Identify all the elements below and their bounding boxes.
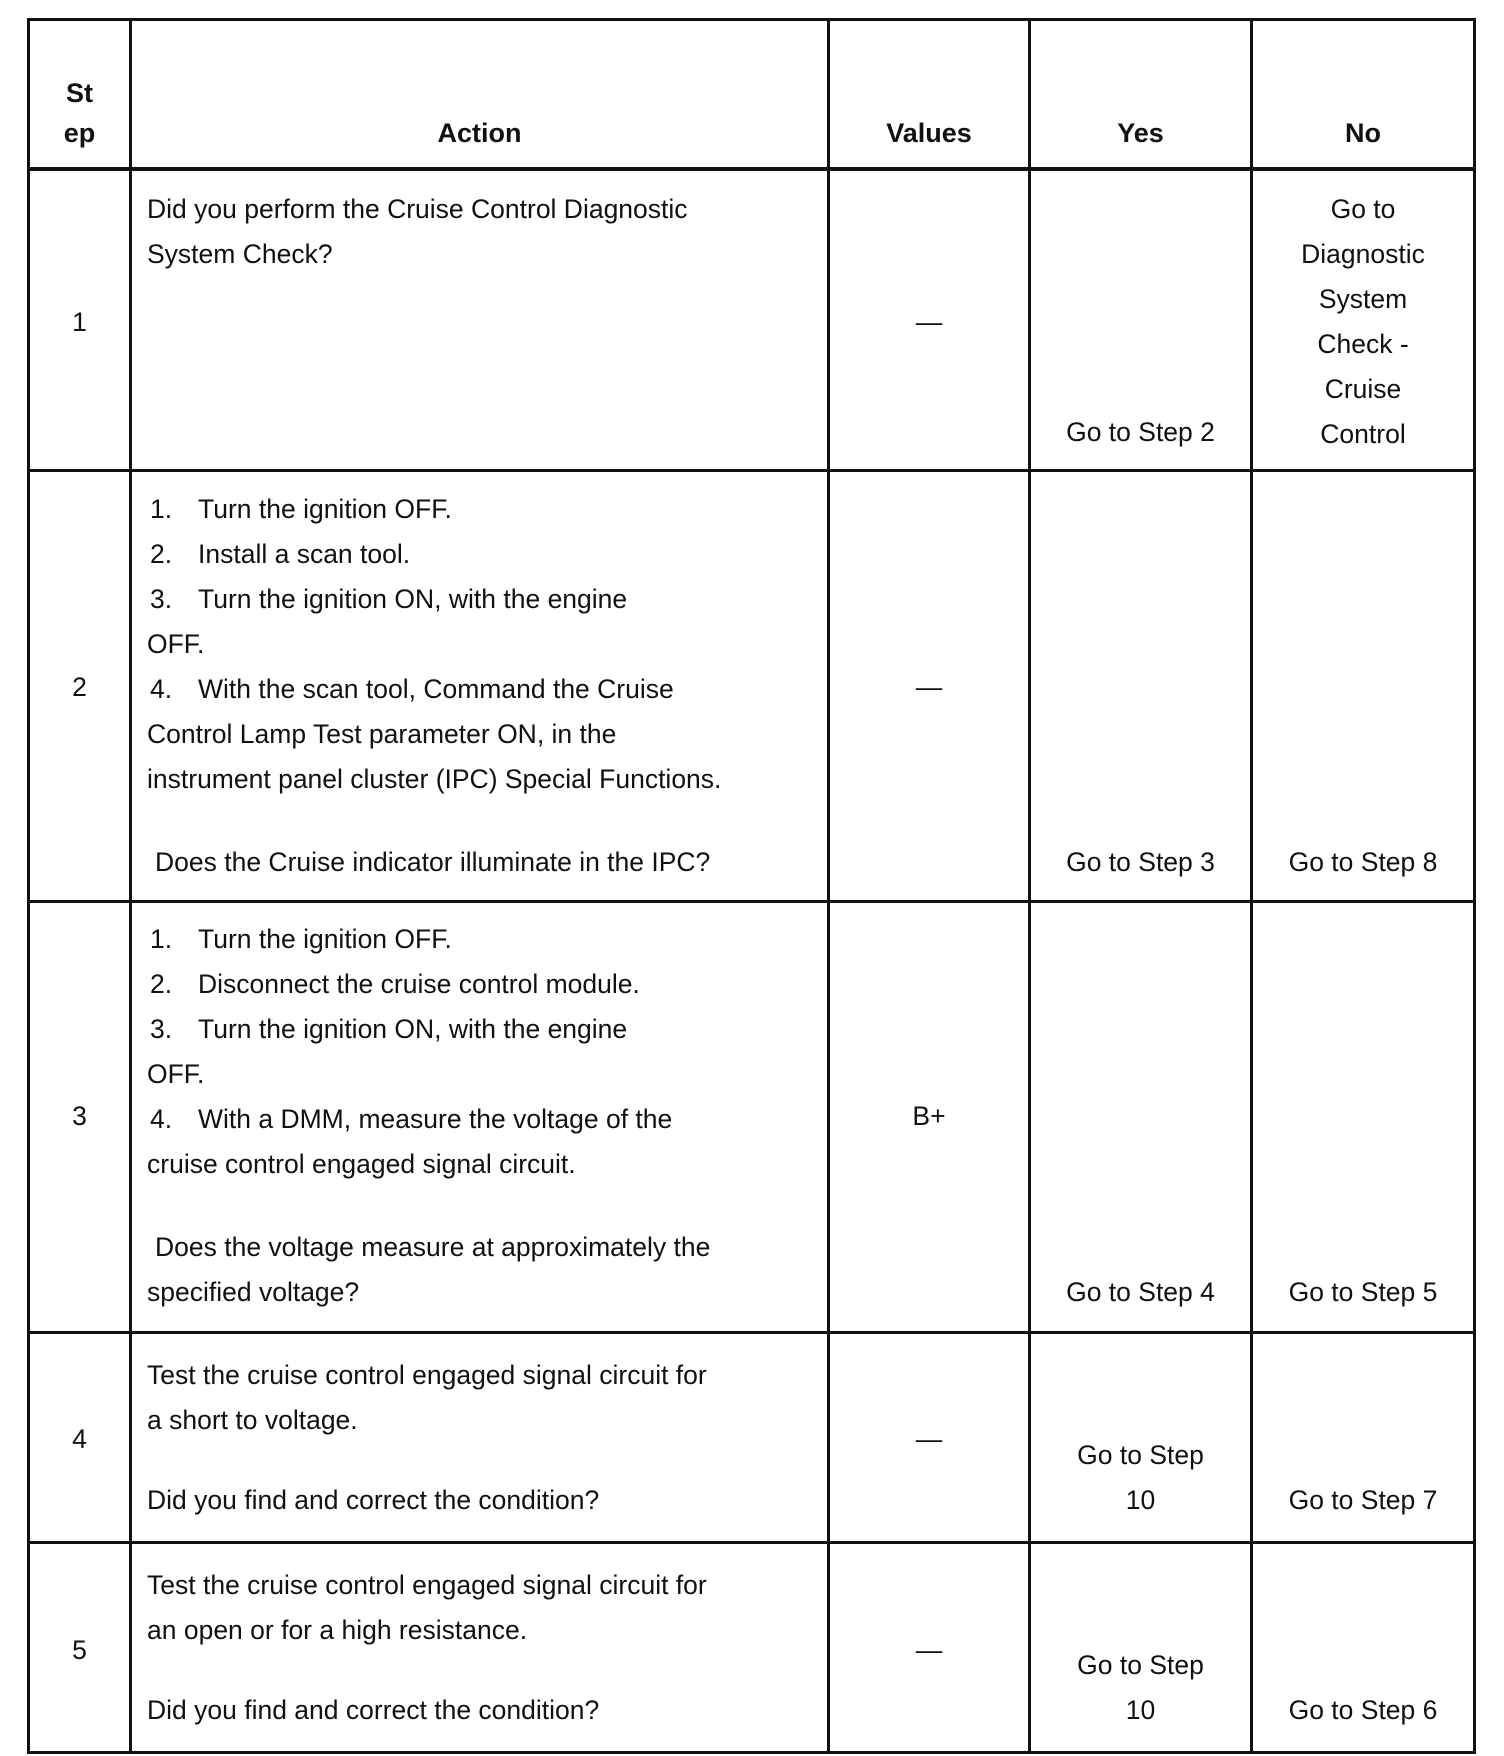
row-divider (27, 469, 1476, 472)
step-number: 3 (72, 1101, 87, 1131)
value-cell: B+ (912, 1101, 946, 1131)
table-border-right (1473, 18, 1476, 1754)
action-text: Test the cruise control engaged signal circuit for a short to voltage. (147, 1360, 707, 1435)
header-no: No (1345, 118, 1381, 148)
action-text: Did you perform the Cruise Control Diagnostic System Check? (147, 194, 688, 269)
row-divider (27, 900, 1476, 903)
yes-link[interactable]: Go to Step 10 (1077, 1650, 1204, 1725)
row-divider (27, 1541, 1476, 1544)
header-yes: Yes (1117, 118, 1164, 148)
no-link[interactable]: Go to Step 6 (1288, 1695, 1438, 1725)
yes-link[interactable]: Go to Step 3 (1066, 847, 1215, 877)
no-link[interactable]: Go to Step 5 (1288, 1277, 1438, 1307)
action-question: Does the voltage measure at approximately the specified voltage? (147, 1232, 711, 1307)
row-divider (27, 1331, 1476, 1334)
list-item: 4. With the scan tool, Command the Cruise Control Lamp Test parameter ON, in the instrument panel cluster (IPC) Special Functions. (147, 674, 722, 794)
table-border-left (27, 18, 30, 1754)
action-question: Did you find and correct the condition? (147, 1695, 600, 1725)
list-item: 2. Install a scan tool. (150, 539, 411, 569)
step-number: 1 (72, 307, 87, 337)
no-link[interactable]: Go to Step 8 (1288, 847, 1438, 877)
list-item: 3. Turn the ignition ON, with the engine OFF. (147, 584, 628, 659)
header-step: St ep (63, 78, 96, 148)
table-border-bottom (27, 1751, 1476, 1754)
list-item: 4. With a DMM, measure the voltage of the cruise control engaged signal circuit. (147, 1104, 673, 1179)
no-link[interactable]: Go to Diagnostic System Check - Cruise Control (1301, 194, 1425, 449)
value-cell: — (915, 672, 943, 702)
no-link[interactable]: Go to Step 7 (1288, 1485, 1438, 1515)
action-text (147, 917, 827, 1187)
list-item: 1. Turn the ignition OFF. (150, 924, 452, 954)
action-question: Did you find and correct the condition? (147, 1485, 600, 1515)
action-text (147, 487, 827, 802)
step-number: 4 (72, 1424, 87, 1454)
column-divider (827, 18, 830, 1754)
yes-link[interactable]: Go to Step 2 (1066, 417, 1215, 447)
action-text: Test the cruise control engaged signal circuit for an open or for a high resistance. (147, 1570, 707, 1645)
action-question: Does the Cruise indicator illuminate in the IPC? (155, 847, 711, 877)
step-number: 2 (72, 672, 87, 702)
column-divider (129, 18, 132, 1754)
value-cell: — (915, 307, 943, 337)
table-border-top (27, 18, 1476, 21)
header-action: Action (437, 118, 522, 148)
yes-link[interactable]: Go to Step 4 (1066, 1277, 1215, 1307)
step-number: 5 (72, 1635, 87, 1665)
yes-link[interactable]: Go to Step 10 (1077, 1440, 1204, 1515)
list-item: 2. Disconnect the cruise control module. (150, 969, 640, 999)
list-item: 1. Turn the ignition OFF. (150, 494, 452, 524)
value-cell: — (915, 1424, 943, 1454)
header-divider (27, 167, 1476, 171)
header-values: Values (886, 118, 972, 148)
value-cell: — (915, 1635, 943, 1665)
list-item: 3. Turn the ignition ON, with the engine OFF. (147, 1014, 628, 1089)
